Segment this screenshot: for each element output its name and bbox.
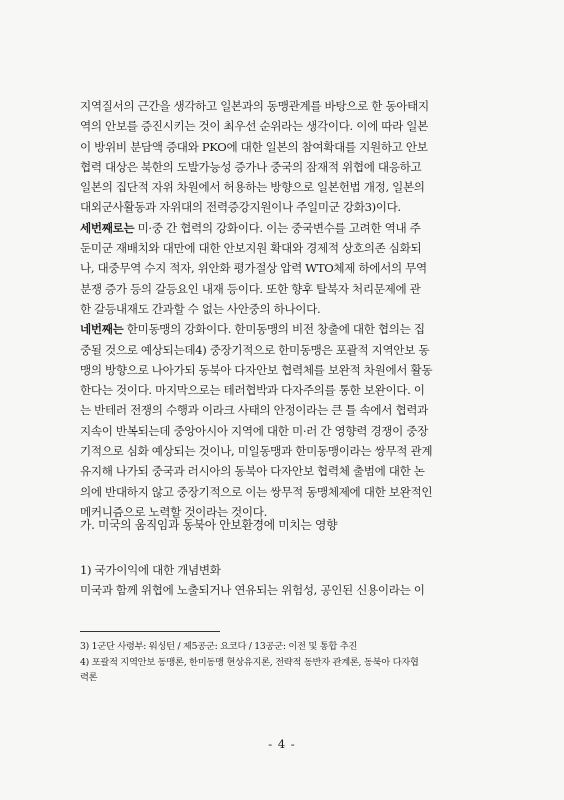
paragraph-1 xyxy=(80,96,516,218)
footnote-4-continued: 력론 xyxy=(80,672,98,683)
subsection-heading: 1) 국가이익에 대한 개념변화 xyxy=(80,563,221,577)
text-line: 둔미군 재배치와 대만에 대한 안보지원 확대와 경제적 상호의존 심화되 xyxy=(80,241,422,256)
page-number: - 4 - xyxy=(268,737,296,751)
text-line: 역의 안보를 증진시키는 것이 최우선 순위라는 생각이다. 이에 따라 일본 xyxy=(80,119,428,134)
text-run: 한미동맹의 강화이다. 한미동맹의 비전 창출에 대한 협의는 집 xyxy=(123,322,425,337)
paragraph-2 xyxy=(80,218,516,319)
text-line: 메커니즘으로 노력할 것이라는 것이다. xyxy=(80,504,267,519)
text-line: 미국과 함께 위협에 노출되거나 연유되는 위험성, 공인된 신용이라는 이 xyxy=(80,583,425,598)
subsection xyxy=(80,560,516,601)
text-line: 중될 것으로 예상되는데4) 중장기적으로 한미동맹은 포괄적 지역안보 동 xyxy=(80,342,430,357)
footnote-divider xyxy=(80,631,220,632)
text-line xyxy=(80,218,516,238)
text-line: 대외군사활동과 자위대의 전력증강지원이나 주일미군 강화3)이다. xyxy=(80,200,401,215)
paragraph-lead: 네번째는 xyxy=(80,322,124,337)
text-line: 유지해 나가되 중국과 러시아의 동북아 다자안보 협력체 출범에 대한 논 xyxy=(80,464,425,479)
text-line: 이 방위비 분담액 증대와 PKO에 대한 일본의 참여확대를 지원하고 안보 xyxy=(80,139,428,154)
text-line: 분쟁 증가 등의 갈등요인 내재 등이다. 또한 향후 탈북자 처리문제에 관 xyxy=(80,281,421,296)
text-line: 협력 대상은 북한의 도발가능성 증가나 중국의 잠재적 위협에 대응하고 xyxy=(80,159,422,174)
footnote-3: 3) 1군단 사령부: 워싱턴 / 제5공군: 요코다 / 13공군: 이전 및 통합 추진 xyxy=(80,641,358,652)
text-run: 미·중 간 협력의 강화이다. 이는 중국변수를 고려한 역내 주 xyxy=(134,220,421,235)
text-line: 한 갈등내재도 간과할 수 없는 사안중의 하나이다. xyxy=(80,301,321,316)
paragraph-lead: 세번째로는 xyxy=(80,220,135,235)
text-line: 한다는 것이다. 마지막으로는 테러협박과 다자주의를 통한 보완이다. 이 xyxy=(80,383,425,398)
text-line: 는 반테러 전쟁의 수행과 이라크 사태의 안정이라는 큰 틀 속에서 협력과 xyxy=(80,403,428,418)
text-line: 맹의 방향으로 나아가되 동북아 다자안보 협력체를 보완적 차원에서 활동 xyxy=(80,362,433,377)
body-text xyxy=(80,96,516,522)
text-line: 의에 반대하지 않고 중장기적으로 이는 쌍무적 동맹체제에 대한 보완적인 xyxy=(80,484,433,499)
text-line: 나, 대중무역 수지 적자, 위안화 평가절상 압력 WTO체제 하에서의 무역 xyxy=(80,261,427,276)
text-line: 지역질서의 근간을 생각하고 일본과의 동맹관계를 바탕으로 한 동아태지 xyxy=(80,99,429,113)
text-line: 지속이 반복되는데 중앙아시아 지역에 대한 미·러 간 영향력 경쟁이 중장 xyxy=(80,423,428,438)
text-line xyxy=(80,319,516,339)
paragraph-3 xyxy=(80,319,516,522)
footnote-4: 4) 포괄적 지역안보 동맹론, 한미동맹 현상유지론, 전략적 동반자 관계론, 동북아 다자협 xyxy=(80,656,419,668)
text-line: 일본의 집단적 자위 차원에서 허용하는 방향으로 일본헌법 개정, 일본의 xyxy=(80,180,425,195)
section-heading: 가. 미국의 움직임과 동북아 안보환경에 미치는 영향 xyxy=(80,518,338,532)
text-line: 기적으로 심화 예상되는 것이나, 미일동맹과 한미동맹이라는 쌍무적 관계 xyxy=(80,444,433,459)
footnotes xyxy=(80,639,520,686)
